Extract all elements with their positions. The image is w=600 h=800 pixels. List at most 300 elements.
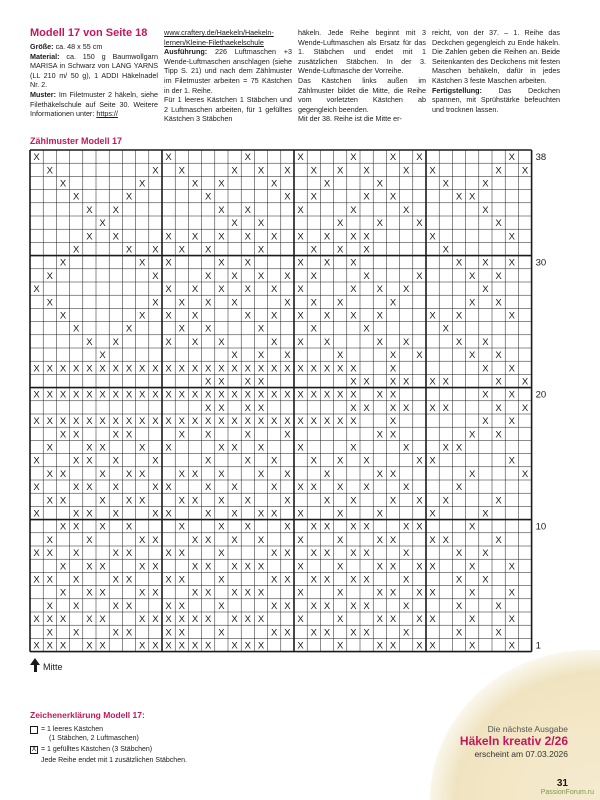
filled-cell-mark: X [165, 442, 172, 454]
filled-cell-mark: X [363, 231, 370, 243]
filled-cell-mark: X [244, 310, 251, 322]
filled-cell-mark: X [46, 614, 53, 626]
filled-cell-mark: X [86, 231, 93, 243]
filled-cell-mark: X [310, 244, 317, 256]
filled-cell-mark: X [244, 561, 251, 573]
filled-cell-mark: X [244, 614, 251, 626]
filled-cell-mark: X [218, 178, 225, 190]
filled-cell-mark: X [152, 640, 159, 652]
filled-cell-mark: X [73, 389, 80, 401]
filled-cell-mark: X [363, 376, 370, 388]
legend [30, 711, 187, 765]
filled-cell-mark: X [99, 416, 106, 428]
filled-cell-mark: X [218, 548, 225, 560]
filled-cell-mark: X [205, 508, 212, 520]
filled-cell-mark: X [112, 429, 119, 441]
size-value: ca. 48 x 55 cm [55, 42, 103, 51]
filled-cell-mark: X [521, 376, 529, 388]
filled-cell-mark: X [337, 350, 344, 362]
filled-cell-mark: X [165, 389, 172, 401]
legend-note: Jede Reihe endet mit 1 zusätzlichen Stäbchen. [41, 757, 187, 764]
filled-cell-mark: X [403, 548, 410, 560]
size-label: Größe: [30, 42, 54, 51]
center-marker [30, 658, 63, 672]
filled-cell-mark: X [310, 416, 317, 428]
filled-cell-mark: X [218, 574, 225, 586]
filled-cell-mark: X [46, 468, 53, 480]
filled-cell-mark: X [442, 178, 449, 190]
page-number: 31 [556, 778, 568, 789]
filled-cell-mark: X [218, 231, 225, 243]
filled-cell-mark: X [257, 534, 265, 546]
filled-cell-mark: X [389, 416, 397, 428]
filled-cell-mark: X [337, 587, 344, 599]
filled-cell-mark: X [310, 482, 317, 494]
filled-cell-mark: X [429, 231, 436, 243]
filled-cell-mark: X [139, 442, 146, 454]
filled-cell-mark: X [257, 561, 265, 573]
filled-cell-mark: X [86, 614, 93, 626]
filled-cell-mark: X [310, 165, 317, 177]
filled-cell-mark: X [218, 495, 225, 507]
filled-cell-mark: X [495, 376, 502, 388]
filled-cell-mark: X [363, 244, 370, 256]
filled-cell-mark: X [191, 495, 199, 507]
filled-cell-mark: X [271, 389, 278, 401]
filled-cell-mark: X [323, 468, 331, 480]
filled-cell-mark: X [73, 508, 80, 520]
filled-cell-mark: X [165, 416, 172, 428]
filled-cell-mark: X [205, 323, 212, 335]
watermark: PassionForum.ru [540, 789, 594, 796]
filled-cell-mark: X [482, 508, 489, 520]
filled-cell-mark: X [33, 416, 40, 428]
filled-cell-mark: X [482, 548, 489, 560]
filled-cell-mark: X [112, 336, 119, 348]
filled-cell-mark: X [495, 429, 502, 441]
filled-cell-mark: X [178, 323, 185, 335]
center-label: Mitte [43, 662, 63, 672]
filled-cell-mark: X [323, 495, 331, 507]
filled-cell-mark: X [33, 455, 40, 467]
finishing-label: Fertigstellung: [432, 85, 482, 95]
filled-cell-mark: X [363, 482, 370, 494]
filled-cell-mark: X [165, 152, 172, 164]
filled-cell-mark: X [139, 178, 146, 190]
filled-cell-mark: X [310, 521, 317, 533]
filled-cell-mark: X [297, 231, 304, 243]
filled-cell-mark: X [403, 204, 410, 216]
filled-cell-mark: X [73, 482, 80, 494]
filled-cell-mark: X [165, 574, 172, 586]
filled-cell-mark: X [99, 442, 106, 454]
filled-cell-mark: X [139, 640, 146, 652]
filled-cell-mark: X [376, 561, 383, 573]
filled-cell-mark: X [244, 429, 251, 441]
filled-cell-mark: X [178, 244, 185, 256]
filled-cell-mark: X [73, 191, 80, 203]
filled-cell-mark: X [403, 521, 410, 533]
filled-cell-mark: X [495, 297, 502, 309]
filled-cell-mark: X [416, 270, 423, 282]
filled-cell-mark: X [244, 284, 251, 296]
filled-cell-mark: X [376, 468, 383, 480]
filled-cell-mark: X [59, 495, 67, 507]
filled-cell-mark: X [231, 482, 238, 494]
filled-cell-mark: X [165, 257, 172, 269]
filled-cell-mark: X [495, 402, 502, 414]
filled-cell-mark: X [205, 561, 212, 573]
filled-cell-mark: X [495, 218, 502, 230]
filled-cell-mark: X [139, 614, 146, 626]
filled-cell-mark: X [337, 482, 344, 494]
filled-cell-mark: X [350, 574, 357, 586]
filled-cell-mark: X [297, 534, 304, 546]
filled-cell-mark: X [323, 257, 331, 269]
filled-cell-mark: X [389, 640, 397, 652]
filled-cell-mark: X [389, 534, 397, 546]
filled-cell-mark: X [508, 455, 515, 467]
filled-cell-mark: X [429, 376, 436, 388]
filled-cell-mark: X [244, 640, 251, 652]
filled-cell-mark: X [86, 363, 93, 375]
filled-cell-mark: X [73, 244, 80, 256]
filled-cell-mark: X [469, 270, 476, 282]
filled-cell-mark: X [218, 627, 225, 639]
filled-cell-mark: X [389, 402, 397, 414]
filled-cell-mark: X [469, 350, 476, 362]
filled-cell-mark: X [178, 416, 185, 428]
filled-cell-mark: X [284, 389, 291, 401]
filled-cell-mark: X [59, 178, 67, 190]
filled-cell-mark: X [257, 218, 265, 230]
filled-cell-mark: X [521, 402, 529, 414]
filled-cell-mark: X [350, 627, 357, 639]
next-issue-line1: Die nächste Ausgabe [487, 724, 568, 734]
filled-cell-mark: X [46, 548, 53, 560]
filled-cell-mark: X [33, 614, 40, 626]
filled-cell-mark: X [403, 376, 410, 388]
filled-cell-mark: X [218, 468, 225, 480]
filled-cell-mark: X [389, 350, 397, 362]
filled-cell-mark: X [218, 336, 225, 348]
finishing-text: Das Deckchen spannen, mit Sprühstärke befeuchten und trocknen lassen. [432, 85, 560, 114]
filled-cell-mark: X [297, 204, 304, 216]
filled-cell-mark: X [218, 389, 225, 401]
filled-cell-mark: X [482, 416, 489, 428]
filled-cell-mark: X [178, 363, 185, 375]
filled-box-icon: X [31, 746, 37, 753]
filled-cell-mark: X [429, 508, 436, 520]
filled-cell-mark: X [218, 363, 225, 375]
filled-cell-mark: X [46, 363, 53, 375]
filled-cell-mark: X [125, 548, 133, 560]
filled-cell-mark: X [165, 336, 172, 348]
filled-cell-mark: X [165, 614, 172, 626]
filled-cell-mark: X [403, 336, 410, 348]
filled-cell-mark: X [310, 600, 317, 612]
filled-cell-mark: X [337, 534, 344, 546]
filled-cell-mark: X [469, 297, 476, 309]
filled-cell-mark: X [46, 534, 53, 546]
filled-cell-mark: X [455, 336, 463, 348]
filled-cell-mark: X [442, 534, 449, 546]
filled-cell-mark: X [59, 416, 67, 428]
filled-cell-mark: X [429, 587, 436, 599]
filled-cell-mark: X [231, 614, 238, 626]
filled-cell-mark: X [297, 389, 304, 401]
filled-cell-mark: X [231, 534, 238, 546]
filled-cell-mark: X [46, 495, 53, 507]
filled-cell-mark: X [508, 561, 515, 573]
filled-cell-mark: X [455, 191, 463, 203]
filled-cell-mark: X [231, 640, 238, 652]
filled-cell-mark: X [376, 614, 383, 626]
filled-cell-mark: X [178, 521, 185, 533]
filled-cell-mark: X [323, 574, 331, 586]
filled-cell-mark: X [363, 455, 370, 467]
filled-cell-mark: X [508, 257, 515, 269]
filled-cell-mark: X [297, 416, 304, 428]
filled-cell-mark: X [376, 284, 383, 296]
filled-cell-mark: X [403, 482, 410, 494]
filled-cell-mark: X [508, 416, 515, 428]
filled-cell-mark: X [46, 574, 53, 586]
filled-cell-mark: X [191, 363, 199, 375]
filled-cell-mark: X [350, 495, 357, 507]
filled-cell-mark: X [99, 468, 106, 480]
col3-paragraph-1: häkeln. Jede Reihe beginnt mit 3 Wende-Luftmaschen als Ersatz für das 1. Stäbchen und endet mit 1 zusätzlichen Stäbchen. In der 3. Wende-Luftmasche der Vorreihe. [298, 28, 426, 76]
filled-cell-mark: X [205, 402, 212, 414]
filled-cell-mark: X [99, 389, 106, 401]
link-start[interactable]: https:// [96, 109, 118, 119]
filled-cell-mark: X [297, 310, 304, 322]
filled-cell-mark: X [99, 521, 106, 533]
pattern-value: Im Filetmuster 2 häkeln, siehe Filethäkelschule auf Seite 30. Weitere Informationen unter: [30, 89, 159, 119]
filled-cell-mark: X [376, 310, 383, 322]
filled-cell-mark: X [363, 600, 370, 612]
filled-cell-mark: X [455, 627, 463, 639]
filled-cell-mark: X [125, 495, 133, 507]
filled-cell-mark: X [99, 218, 106, 230]
filled-cell-mark: X [46, 640, 53, 652]
filled-cell-mark: X [495, 350, 502, 362]
filled-cell-mark: X [165, 600, 172, 612]
filled-cell-mark: X [350, 389, 357, 401]
filled-cell-mark: X [257, 363, 265, 375]
filled-cell-mark: X [310, 574, 317, 586]
filled-cell-mark: X [125, 600, 133, 612]
filled-cell-mark: X [112, 455, 119, 467]
filled-cell-mark: X [152, 270, 159, 282]
filled-cell-mark: X [297, 561, 304, 573]
filled-cell-mark: X [73, 455, 80, 467]
filled-cell-mark: X [152, 244, 159, 256]
filled-cell-mark: X [99, 363, 106, 375]
filled-cell-mark: X [508, 389, 515, 401]
filled-cell-mark: X [442, 402, 449, 414]
filled-cell-mark: X [337, 297, 344, 309]
filled-cell-mark: X [33, 389, 40, 401]
filled-cell-mark: X [376, 218, 383, 230]
filled-cell-mark: X [271, 336, 278, 348]
filled-cell-mark: X [112, 548, 119, 560]
filled-cell-mark: X [416, 521, 423, 533]
filled-cell-mark: X [403, 284, 410, 296]
filled-cell-mark: X [205, 416, 212, 428]
filled-cell-mark: X [363, 521, 370, 533]
filled-cell-mark: X [284, 521, 291, 533]
filled-cell-mark: X [244, 587, 251, 599]
filled-cell-mark: X [205, 297, 212, 309]
filled-cell-mark: X [416, 218, 423, 230]
filled-cell-mark: X [257, 350, 265, 362]
filled-cell-mark: X [59, 614, 67, 626]
filled-cell-mark: X [257, 323, 265, 335]
filled-cell-mark: X [337, 455, 344, 467]
material-value: ca. 150 g Baumwollgarn MARISA in Schwarz von LANG YARNS (LL 210 m/ 50 g), 1 ADDI Häkelnadel Nr. 2. [30, 51, 158, 90]
filled-cell-mark: X [350, 363, 357, 375]
filled-cell-mark: X [139, 416, 146, 428]
filled-cell-mark: X [59, 521, 67, 533]
filled-cell-mark: X [112, 600, 119, 612]
filled-cell-mark: X [482, 257, 489, 269]
filled-cell-mark: X [59, 363, 67, 375]
filled-cell-mark: X [205, 244, 212, 256]
filled-cell-mark: X [442, 442, 449, 454]
filled-cell-mark: X [442, 495, 449, 507]
filled-cell-mark: X [429, 614, 436, 626]
filled-cell-mark: X [271, 284, 278, 296]
filled-cell-mark: X [125, 627, 133, 639]
filled-cell-mark: X [350, 600, 357, 612]
filled-cell-mark: X [508, 363, 515, 375]
filled-cell-mark: X [152, 508, 159, 520]
filled-cell-mark: X [139, 310, 146, 322]
filled-cell-mark: X [46, 442, 53, 454]
filled-cell-mark: X [165, 310, 172, 322]
filled-cell-mark: X [99, 640, 106, 652]
filled-cell-mark: X [403, 165, 410, 177]
filled-cell-mark: X [363, 548, 370, 560]
filled-cell-mark: X [284, 600, 291, 612]
filled-cell-mark: X [297, 284, 304, 296]
filled-cell-mark: X [99, 350, 106, 362]
filled-cell-mark: X [363, 574, 370, 586]
filled-cell-mark: X [112, 389, 119, 401]
filled-cell-mark: X [257, 508, 265, 520]
filled-cell-mark: X [416, 561, 423, 573]
filled-cell-mark: X [73, 574, 80, 586]
filled-cell-mark: X [416, 614, 423, 626]
filled-cell-mark: X [389, 495, 397, 507]
filled-cell-mark: X [389, 587, 397, 599]
filled-cell-mark: X [257, 416, 265, 428]
filled-cell-mark: X [178, 640, 185, 652]
col4-paragraph-1: reicht, von der 37. – 1. Reihe das Deckchen gegengleich zu Ende häkeln. Die Zahlen geben die Reihen an. Beide Seitenkanten des Deckchens mit festen Maschen behäkeln, dafür in jedes Kästchen 3 feste Maschen arbeiten. [432, 28, 560, 85]
filled-cell-mark: X [363, 627, 370, 639]
filled-cell-mark: X [257, 389, 265, 401]
filled-cell-mark: X [86, 416, 93, 428]
row-number-label: 1 [535, 640, 541, 652]
filled-cell-mark: X [86, 534, 93, 546]
filled-cell-mark: X [442, 323, 449, 335]
legend-filled-text: = 1 gefülltes Kästchen (3 Stäbchen) [41, 746, 153, 753]
filled-cell-mark: X [244, 416, 251, 428]
filled-cell-mark: X [191, 310, 199, 322]
filled-cell-mark: X [99, 495, 106, 507]
filled-cell-mark: X [389, 429, 397, 441]
filled-cell-mark: X [33, 152, 40, 164]
filled-cell-mark: X [469, 614, 476, 626]
filled-cell-mark: X [244, 455, 251, 467]
filled-cell-mark: X [363, 270, 370, 282]
filled-cell-mark: X [218, 521, 225, 533]
filled-cell-mark: X [323, 310, 331, 322]
filled-cell-mark: X [86, 640, 93, 652]
filled-cell-mark: X [363, 402, 370, 414]
filled-cell-mark: X [271, 627, 278, 639]
filled-cell-mark: X [429, 310, 436, 322]
craftery-link[interactable]: www.craftery.de/Haekeln/Haekeln-lernen/Kleine-Filethaekelschule [164, 28, 274, 47]
filled-cell-mark: X [218, 284, 225, 296]
filled-cell-mark: X [297, 336, 304, 348]
filled-cell-mark: X [389, 363, 397, 375]
filled-cell-mark: X [191, 416, 199, 428]
filled-cell-mark: X [389, 191, 397, 203]
filled-cell-mark: X [482, 363, 489, 375]
filled-cell-mark: X [59, 389, 67, 401]
filled-cell-mark: X [99, 587, 106, 599]
filled-cell-mark: X [46, 165, 53, 177]
filled-cell-mark: X [337, 363, 344, 375]
filled-cell-mark: X [244, 495, 251, 507]
filled-cell-mark: X [271, 231, 278, 243]
filled-cell-mark: X [376, 640, 383, 652]
filled-cell-mark: X [271, 363, 278, 375]
filled-cell-mark: X [257, 587, 265, 599]
filled-cell-mark: X [86, 336, 93, 348]
filled-cell-mark: X [86, 482, 93, 494]
filled-cell-mark: X [323, 521, 331, 533]
filled-cell-mark: X [376, 534, 383, 546]
filled-cell-mark: X [178, 468, 185, 480]
filled-cell-mark: X [310, 389, 317, 401]
filled-cell-mark: X [46, 600, 53, 612]
filled-cell-mark: X [271, 455, 278, 467]
filled-cell-mark: X [139, 468, 146, 480]
filled-cell-mark: X [205, 270, 212, 282]
filled-cell-mark: X [389, 468, 397, 480]
filled-cell-mark: X [112, 416, 119, 428]
filled-cell-mark: X [455, 257, 463, 269]
filled-cell-mark: X [323, 600, 331, 612]
filled-cell-mark: X [363, 191, 370, 203]
arrow-up-icon [30, 658, 40, 672]
filled-cell-mark: X [376, 429, 383, 441]
filled-cell-mark: X [257, 442, 265, 454]
filled-cell-mark: X [112, 204, 119, 216]
filled-cell-mark: X [271, 548, 278, 560]
filled-cell-mark: X [284, 574, 291, 586]
filled-cell-mark: X [112, 508, 119, 520]
filled-cell-mark: X [455, 310, 463, 322]
filled-cell-mark: X [284, 165, 291, 177]
filled-cell-mark: X [139, 257, 146, 269]
filled-cell-mark: X [244, 521, 251, 533]
filled-cell-mark: X [469, 468, 476, 480]
filled-cell-mark: X [482, 574, 489, 586]
